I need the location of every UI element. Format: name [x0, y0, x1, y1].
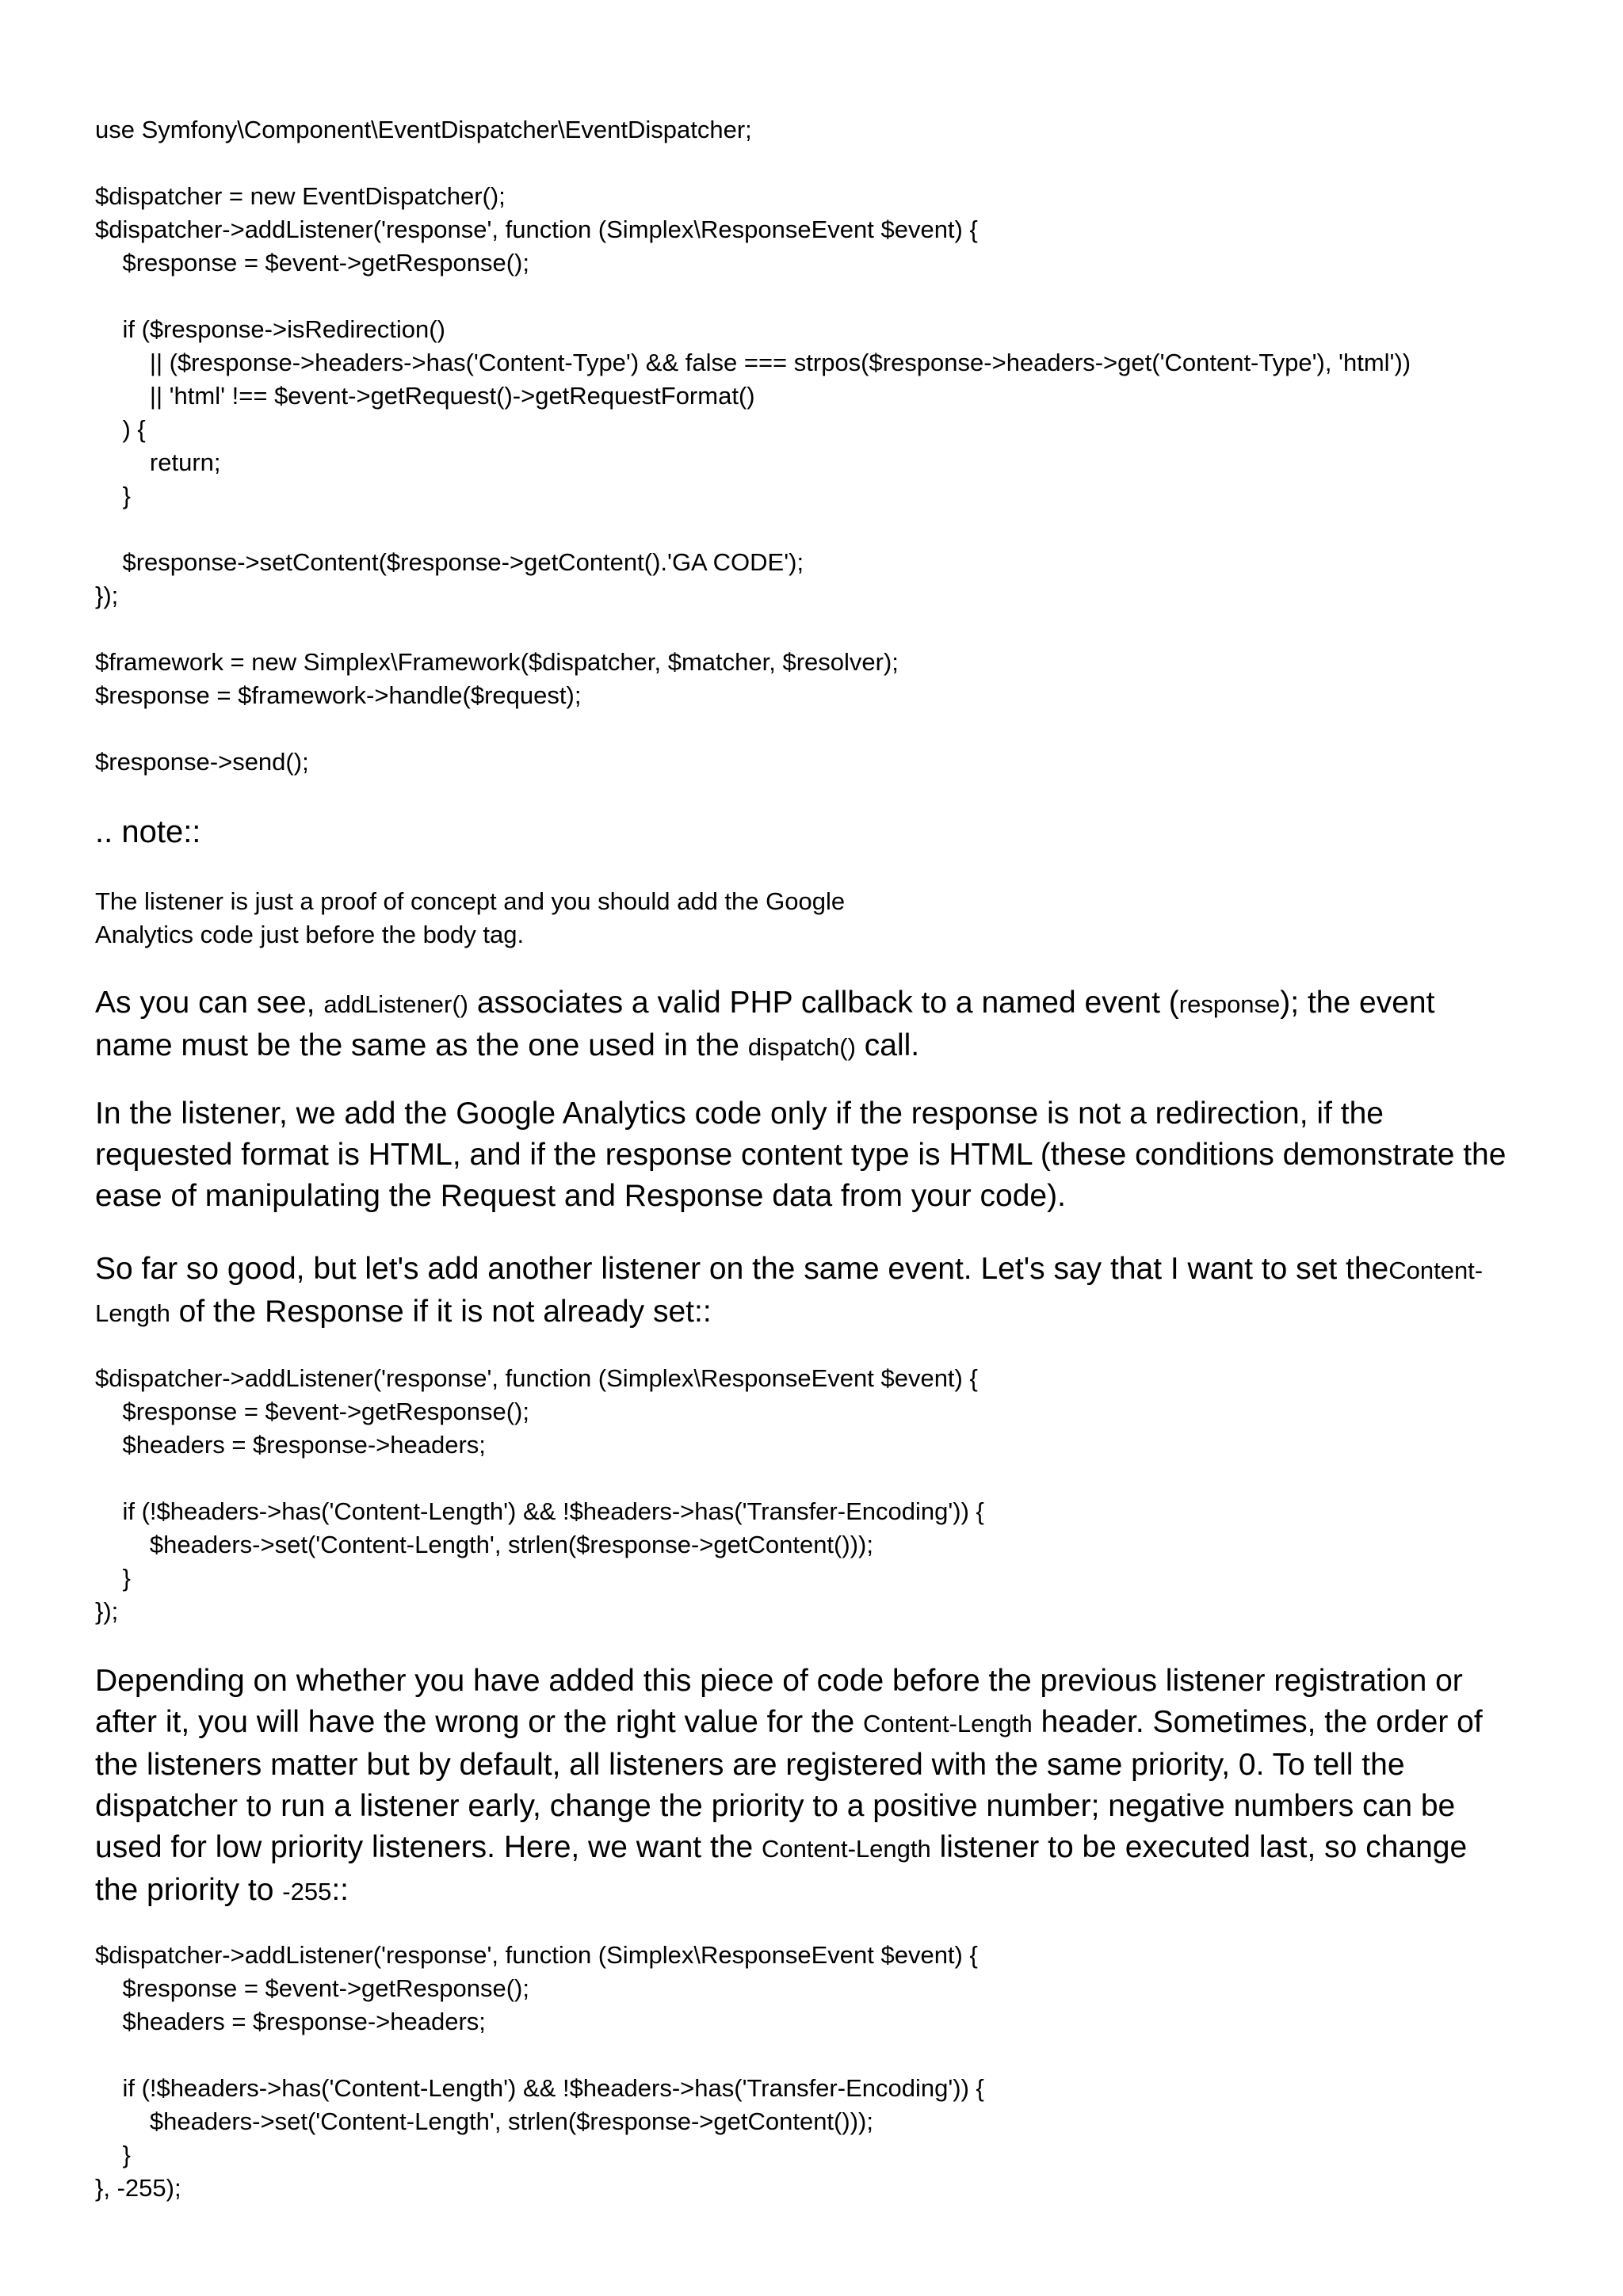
- code-line: $headers = $response->headers;: [95, 1431, 486, 1459]
- paragraph-content-length: So far so good, but let's add another listener on the same event. Let's say that I want to set theContent- Length of the Response if it is not already set::: [95, 1252, 1484, 1329]
- note-heading: .. note::: [95, 814, 201, 849]
- inline-code: Content-Length: [762, 1835, 931, 1863]
- code-line: use Symfony\Component\EventDispatcher\EventDispatcher;: [95, 116, 752, 143]
- inline-code: Content-: [1388, 1257, 1484, 1284]
- code-line: if (!$headers->has('Content-Length') && !$headers->has('Transfer-Encoding')) {: [95, 2074, 984, 2102]
- code-line: $dispatcher = new EventDispatcher();: [95, 182, 506, 210]
- code-line: }: [95, 2141, 131, 2168]
- code-line: $framework = new Simplex\Framework($dispatcher, $matcher, $resolver);: [95, 648, 899, 676]
- code-line: });: [95, 582, 119, 609]
- code-line: $headers->set('Content-Length', strlen($response->getContent()));: [95, 2107, 873, 2135]
- code-line: || ($response->headers->has('Content-Type') && false === strpos($response->headers->get('Content-Type'), 'html')): [95, 349, 1411, 376]
- code-line: $dispatcher->addListener('response', function (Simplex\ResponseEvent $event) {: [95, 1941, 978, 1969]
- code-line: if (!$headers->has('Content-Length') && !$headers->has('Transfer-Encoding')) {: [95, 1497, 984, 1525]
- code-line: }: [95, 482, 131, 509]
- code-line: }: [95, 1564, 131, 1592]
- code-line: $headers->set('Content-Length', strlen($response->getContent()));: [95, 1531, 873, 1558]
- code-line: || 'html' !== $event->getRequest()->getRequestFormat(): [95, 382, 755, 410]
- code-line: $response = $event->getResponse();: [95, 249, 529, 277]
- inline-code: addListener(): [323, 990, 468, 1018]
- code-line: $headers = $response->headers;: [95, 2008, 486, 2035]
- code-line: if ($response->isRedirection(): [95, 315, 445, 343]
- code-line: $response = $event->getResponse();: [95, 1974, 529, 2002]
- code-line: $response->send();: [95, 748, 309, 776]
- code-line: $response->setContent($response->getContent().'GA CODE');: [95, 548, 804, 576]
- inline-code: Length: [95, 1299, 170, 1327]
- code-line: }, -255);: [95, 2174, 181, 2202]
- code-line: $dispatcher->addListener('response', function (Simplex\ResponseEvent $event) {: [95, 215, 978, 243]
- code-line: $dispatcher->addListener('response', function (Simplex\ResponseEvent $event) {: [95, 1364, 978, 1392]
- code-line: return;: [95, 448, 221, 476]
- inline-code: -255: [282, 1878, 332, 1905]
- paragraph-priority: Depending on whether you have added this piece of code before the previous listener registration or after it, you will have the wrong or the right value for the Content-Length header. Sometimes, the order of the listeners matter but by default, all listeners are registered with the same priority, 0. To tell the dispatcher to run a listener early, change the priority to a positive number; negative numbers can be used for low priority listeners. Here, we want the Content-Length listener to be executed last, so change the priority to -255::: [95, 1664, 1483, 1907]
- inline-code: response: [1178, 990, 1281, 1018]
- paragraph-addlistener: As you can see, addListener() associates a valid PHP callback to a named event (response); the event name must be the same as the one used in the dispatch() call.: [95, 986, 1435, 1062]
- code-line: $response = $framework->handle($request);: [95, 681, 582, 709]
- note-line: Analytics code just before the body tag.: [95, 921, 525, 948]
- inline-code: Content-Length: [863, 1710, 1033, 1737]
- code-line: });: [95, 1597, 119, 1625]
- code-line: $response = $event->getResponse();: [95, 1398, 529, 1425]
- note-line: The listener is just a proof of concept and you should add the Google: [95, 887, 846, 915]
- paragraph-listener-conditions: In the listener, we add the Google Analytics code only if the response is not a redirection, if the requested format is HTML, and if the response content type is HTML (these conditions demonstrate the ease of manipulating the Request and Response data from your code).: [95, 1097, 1507, 1213]
- inline-code: dispatch(): [747, 1033, 856, 1061]
- code-line: ) {: [95, 415, 146, 443]
